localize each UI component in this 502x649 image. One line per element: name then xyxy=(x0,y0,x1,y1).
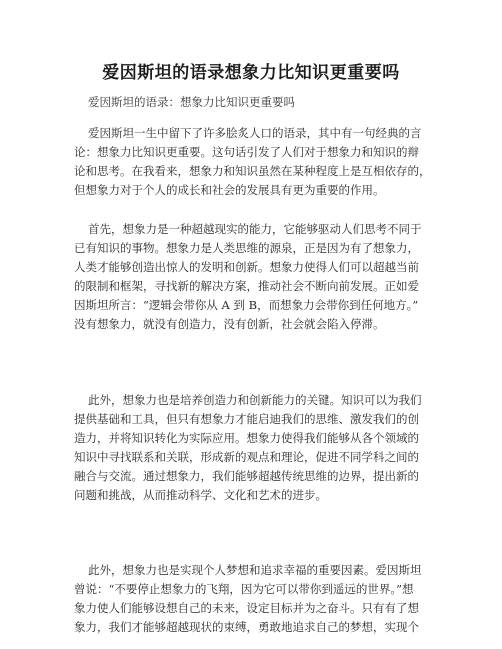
paragraph-line: 象力，我们才能够超越现状的束缚，勇敢地追求自己的梦想，实现个 xyxy=(74,620,419,634)
paragraph-line: 融合与交流。通过想象力，我们能够超越传统思维的边界，提出新的 xyxy=(74,469,419,483)
paragraph-line: 问题和挑战，从而推动科学、文化和艺术的进步。 xyxy=(74,488,327,502)
paragraph-line: 论和思考。在我看来，想象力和知识虽然在某种程度上是互相依存的， xyxy=(74,164,431,178)
paragraph-line: 论：想象力比知识更重要。这句话引发了人们对于想象力和知识的辩 xyxy=(74,145,419,159)
paragraph-3 xyxy=(74,391,434,505)
paragraph-line: 造力，并将知识转化为实际应用。想象力使得我们能够从各个领域的 xyxy=(74,431,419,445)
document-subtitle: 爱因斯坦的语录：想象力比知识更重要吗 xyxy=(88,95,295,109)
paragraph-line: 提供基础和工具，但只有想象力才能启迪我们的思维、激发我们的创 xyxy=(74,412,419,426)
paragraph-line: 但想象力对于个人的成长和社会的发展具有更为重要的作用。 xyxy=(74,183,385,197)
paragraph-line: 人类才能够创造出惊人的发明和创新。想象力使得人们可以超越当前 xyxy=(74,260,419,274)
paragraph-line: 已有知识的事物。想象力是人类思维的源泉，正是因为有了想象力， xyxy=(74,241,419,255)
paragraph-1 xyxy=(74,124,434,200)
paragraph-line: 没有想象力，就没有创造力，没有创新，社会就会陷入停滞。 xyxy=(74,317,385,331)
paragraph-line: 此外，想象力也是实现个人梦想和追求幸福的重要因素。爱因斯坦 xyxy=(88,563,422,577)
paragraph-line: 象力使人们能够设想自己的未来，设定目标并为之奋斗。只有有了想 xyxy=(74,601,419,615)
paragraph-line: 爱因斯坦一生中留下了许多脍炙人口的语录，其中有一句经典的言 xyxy=(88,126,422,140)
paragraph-line: 首先，想象力是一种超越现实的能力，它能够驱动人们思考不同于 xyxy=(88,222,422,236)
paragraph-line: 的限制和框架，寻找新的解决方案，推动社会不断向前发展。正如爱 xyxy=(74,279,419,293)
paragraph-4 xyxy=(74,561,434,637)
paragraph-2 xyxy=(74,220,434,334)
paragraph-line: 因斯坦所言：“逻辑会带你从 A 到 B，而想象力会带你到任何地方。” xyxy=(74,298,419,312)
document-title: 爱因斯坦的语录想象力比知识更重要吗 xyxy=(102,63,400,83)
paragraph-line: 曾说：“不要停止想象力的飞翔，因为它可以带你到遥远的世界。”想 xyxy=(74,582,414,596)
paragraph-line: 此外，想象力也是培养创造力和创新能力的关键。知识可以为我们 xyxy=(88,393,422,407)
paragraph-line: 知识中寻找联系和关联，形成新的观点和理论，促进不同学科之间的 xyxy=(74,450,419,464)
